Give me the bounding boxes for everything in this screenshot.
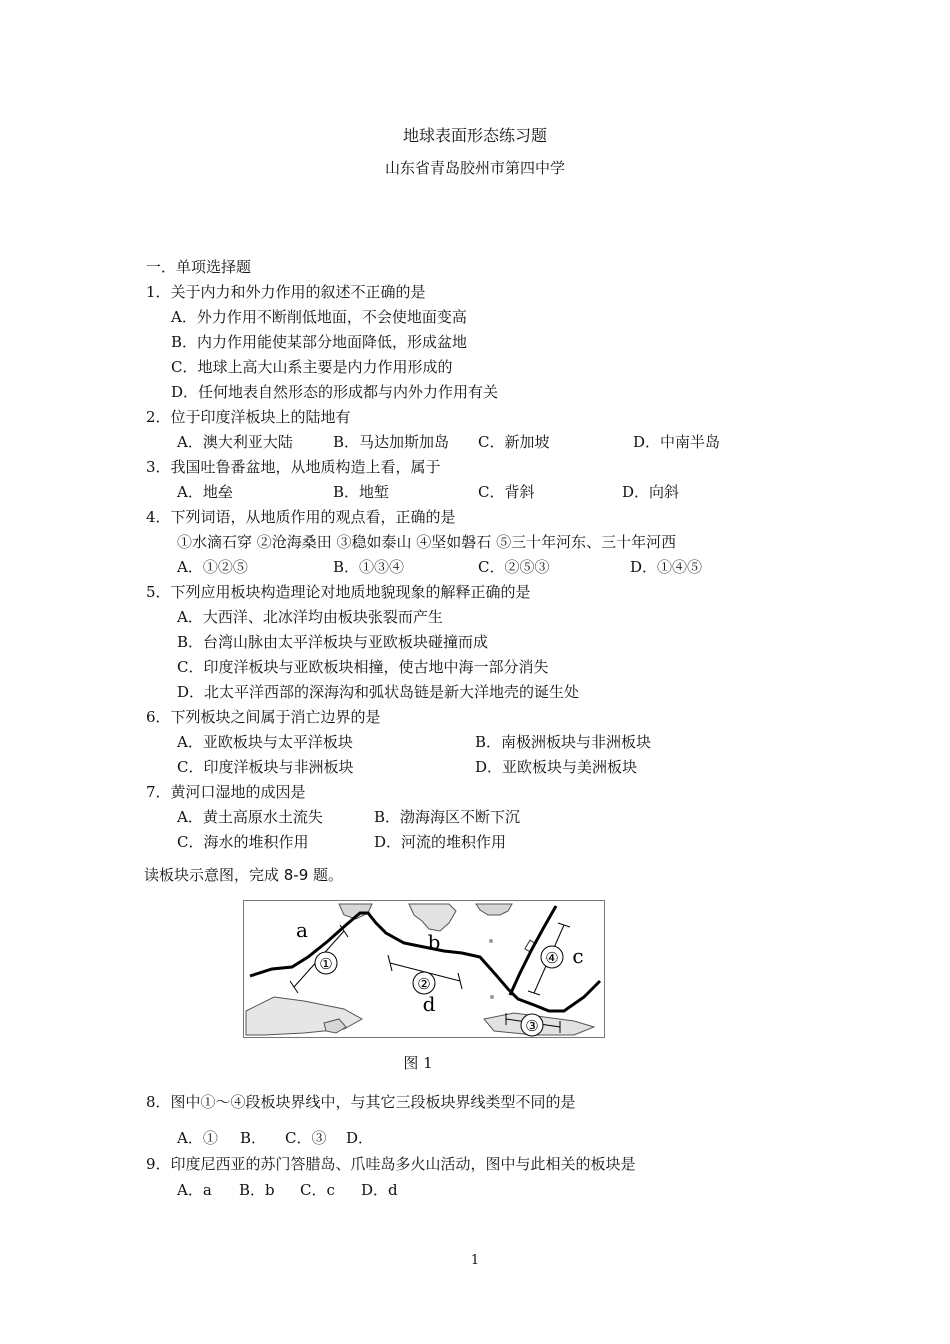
question-stem: 2．位于印度洋板块上的陆地有 (146, 408, 351, 426)
segment-bracket (528, 991, 540, 995)
segment-bracket (290, 981, 298, 993)
option: D．北太平洋西部的深海沟和弧状岛链是新大洋地壳的诞生处 (177, 683, 580, 701)
plate-map (244, 901, 604, 1037)
option: B．内力作用能使某部分地面降低，形成盆地 (171, 333, 468, 351)
option: B．①③④ (333, 558, 405, 576)
option: D．任何地表自然形态的形成都与内外力作用有关 (171, 383, 499, 401)
option: B．南极洲板块与非洲板块 (475, 733, 652, 751)
option: A．大西洋、北冰洋均由板块张裂而产生 (177, 608, 443, 626)
option: D．中南半岛 (633, 433, 721, 451)
option: A．地垒 (177, 483, 233, 501)
segment-label: ④ (545, 949, 559, 967)
option: B．b (239, 1181, 275, 1199)
option: A．黄土高原水土流失 (177, 808, 323, 826)
segment-label: ① (319, 955, 333, 973)
option: D． (346, 1129, 374, 1147)
option: C．印度洋板块与非洲板块 (177, 758, 354, 776)
plate-diagram (243, 900, 605, 1038)
option: C．地球上高大山系主要是内力作用形成的 (171, 358, 453, 376)
question-stem: 8．图中①～④段板块界线中，与其它三段板块界线类型不同的是 (146, 1093, 576, 1111)
plate-label: d (422, 992, 436, 1016)
option: D．向斜 (622, 483, 680, 501)
option: B．地堑 (333, 483, 390, 501)
page-title: 地球表面形态练习题 (402, 126, 547, 145)
option: D．①④⑤ (630, 558, 703, 576)
option: C．③ (285, 1129, 327, 1147)
option: D．亚欧板块与美洲板块 (475, 758, 638, 776)
option: C．新加坡 (478, 433, 550, 451)
segment-label: ③ (525, 1017, 539, 1035)
option: C．印度洋板块与亚欧板块相撞，使古地中海一部分消失 (177, 658, 549, 676)
option: A．外力作用不断削低地面，不会使地面变高 (171, 308, 467, 326)
land-shape (246, 997, 362, 1035)
question-stem: 9．印度尼西亚的苏门答腊岛、爪哇岛多火山活动，图中与此相关的板块是 (146, 1155, 636, 1173)
question-extra: ①水滴石穿 ②沧海桑田 ③稳如泰山 ④坚如磐石 ⑤三十年河东、三十年河西 (177, 533, 677, 551)
section-heading: 一．单项选择题 (146, 258, 252, 276)
plate-label: b (427, 930, 441, 954)
page-number: 1 (470, 1253, 480, 1268)
option: A．① (177, 1129, 218, 1147)
option: B．台湾山脉由太平洋板块与亚欧板块碰撞而成 (177, 633, 489, 651)
option: C．海水的堆积作用 (177, 833, 309, 851)
option: B．渤海海区不断下沉 (374, 808, 521, 826)
question-stem: 5．下列应用板块构造理论对地质地貌现象的解释正确的是 (146, 583, 531, 601)
option: C．②⑤③ (478, 558, 550, 576)
question-stem: 1．关于内力和外力作用的叙述不正确的是 (146, 283, 426, 301)
island (490, 995, 494, 999)
option: B． (240, 1129, 267, 1147)
plate-label: a (296, 918, 308, 942)
land-shape (409, 904, 456, 931)
option: B．马达加斯加岛 (333, 433, 450, 451)
island (489, 939, 493, 943)
option: A．亚欧板块与太平洋板块 (177, 733, 353, 751)
option: C．c (300, 1181, 335, 1199)
option: C．背斜 (478, 483, 535, 501)
segment-label: ② (417, 975, 431, 993)
option: A．澳大利亚大陆 (177, 433, 293, 451)
land-shape (476, 904, 512, 915)
option: A．a (177, 1181, 212, 1199)
plate-label: c (572, 944, 584, 968)
question-stem: 6．下列板块之间属于消亡边界的是 (146, 708, 381, 726)
option: D．河流的堆积作用 (374, 833, 507, 851)
read-prompt: 读板块示意图，完成 8-9 题。 (144, 866, 344, 884)
figure-caption: 图 1 (403, 1054, 433, 1072)
page-subtitle: 山东省青岛胶州市第四中学 (384, 159, 565, 177)
question-stem: 7．黄河口湿地的成因是 (146, 783, 306, 801)
option: D．d (361, 1181, 398, 1199)
question-stem: 3．我国吐鲁番盆地，从地质构造上看，属于 (146, 458, 441, 476)
segment-bracket (558, 923, 570, 927)
question-stem: 4．下列词语，从地质作用的观点看，正确的是 (146, 508, 456, 526)
option: A．①②⑤ (177, 558, 248, 576)
